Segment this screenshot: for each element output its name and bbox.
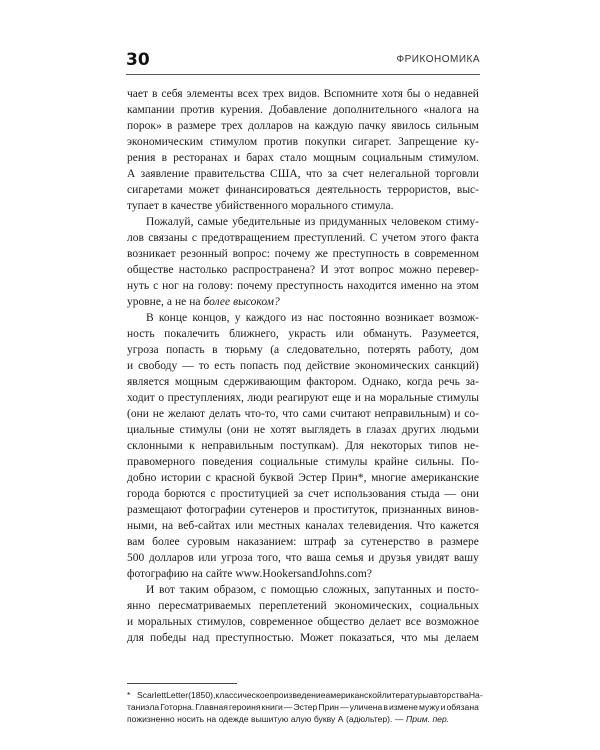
footnote-line: * Scarlett Letter (1850), классическое произведение американской литературы авторства На- xyxy=(127,690,483,700)
text-line: порок» в размере трех долларов на каждую пачку явилось сильным xyxy=(127,120,479,132)
text-line: размещают фотографии сутенеров и проституток, признанных винов- xyxy=(127,504,479,516)
text-line: кампании против курения. Добавление дополнительного «налога на xyxy=(127,104,479,116)
page-header xyxy=(126,50,480,72)
text-line: (они не желают делать что-то, что сами считают неправильным) и со- xyxy=(127,408,479,420)
text-line: 500 долларов или угроза того, что ваша семья и друзья увидят вашу xyxy=(127,552,479,564)
footnote xyxy=(127,689,483,725)
text-line: ными, на веб-сайтах или местных каналах телевидения. Что кажется xyxy=(127,520,479,532)
text-line: города борются с проституцией за счет использования стыда — они xyxy=(127,488,479,500)
text-line: правомерного поведения социальные стимулы крайне сильны. По- xyxy=(127,456,479,468)
footnote-line: таниэла Готорна. Главная героиня книги — Эстер Прин — уличена в измене мужу и обязана xyxy=(127,702,479,712)
text-line: ность покалечить ближнего, украсть или обмануть. Разумеется, xyxy=(127,328,479,340)
body-text xyxy=(127,86,479,646)
text-line: является мощным сдерживающим фактором. Однако, когда речь за- xyxy=(127,376,479,388)
text-line: вам более суровым наказанием: штраф за сутенерство в размере xyxy=(127,536,479,548)
text-line: уровне, а не на более высоком? xyxy=(127,296,280,308)
text-line: экономическим стимулом против покупки сигарет. Запрещение ку- xyxy=(127,136,479,148)
text-line: А заявление правительства США, что за счет нелегальной торговли xyxy=(127,168,479,180)
text-line: склонными к неправильным поступкам). Для некоторых типов не- xyxy=(127,440,479,452)
footnote-line: пожизненно носить на одежде вышитую алую букву А (адюльтер). — Прим. пер. xyxy=(127,714,450,724)
text-line: и моральных стимулов, современное общество делает все возможное xyxy=(127,616,479,628)
page-number: 30 xyxy=(126,50,150,70)
text-line: лов связаны с предотвращением преступлений. С учетом этого факта xyxy=(127,232,479,244)
text-line: янно пересматриваемых переплетений экономических, социальных xyxy=(127,600,479,612)
running-title: ФРИКОНОМИКА xyxy=(396,54,480,65)
text-line: В конце концов, у каждого из нас постоянно возникает возмож- xyxy=(146,312,479,324)
text-line: фотографию на сайте www.HookersandJohns.com? xyxy=(127,568,372,580)
text-line: циальные стимулы (они не хотят выглядеть в глазах других людьми xyxy=(127,424,479,436)
footnote-marker: * xyxy=(127,690,131,700)
text-line: угроза попасть в тюрьму (а следовательно, потерять работу, дом xyxy=(127,344,479,356)
text-line: тупает в качестве убийственного морального стимула. xyxy=(127,200,394,212)
text-line: рения в ресторанах и барах стало мощным социальным стимулом. xyxy=(127,152,479,164)
text-line: Пожалуй, самые убедительные из придуманных человеком стиму- xyxy=(146,216,479,228)
text-line: ходит о преступлениях, люди реагируют еще и на моральные стимулы xyxy=(127,392,479,404)
text-line: обществе настолько распространена? И этот вопрос можно перевер- xyxy=(127,264,479,276)
text-line: и свободу — то есть попасть под действие экономических санкций) xyxy=(127,360,479,372)
text-line: для победы над преступностью. Может показаться, что мы делаем xyxy=(127,632,479,644)
text-line: возникает резонный вопрос: почему же преступность в современном xyxy=(127,248,479,260)
text-line: нуть с ног на голову: почему преступность находится именно на этом xyxy=(127,280,479,292)
footnote-rule xyxy=(127,683,237,684)
text-line: добно истории с красной буквой Эстер Прин*, многие американские xyxy=(127,472,479,484)
text-line: чает в себя элементы всех трех видов. Вспомните хотя бы о недавней xyxy=(127,88,479,100)
text-line: И вот таким образом, с помощью сложных, запутанных и посто- xyxy=(146,584,479,596)
text-line: сигаретами может финансироваться деятельность террористов, выс- xyxy=(127,184,479,196)
header-rule xyxy=(126,74,480,75)
